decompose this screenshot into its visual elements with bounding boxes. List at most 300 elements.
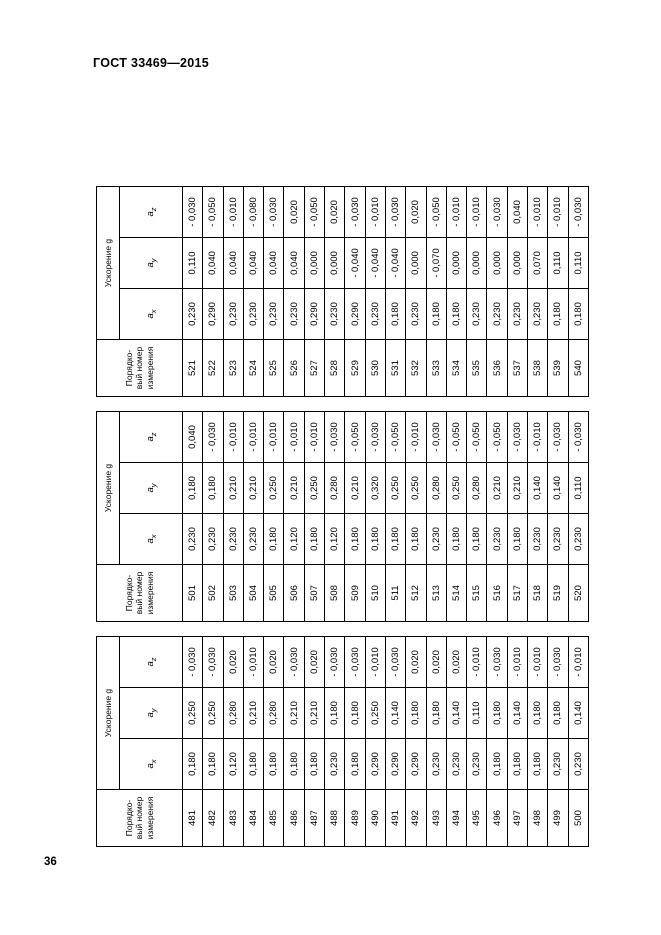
cell-ax: 0,230: [223, 514, 243, 565]
table-row: [406, 187, 426, 397]
cell-az: - 0,010: [446, 187, 466, 238]
cell-ay: 0,140: [507, 688, 527, 739]
cell-index: 486: [284, 790, 304, 847]
cell-ay: 0,250: [304, 463, 324, 514]
cell-ay: 0,110: [467, 688, 487, 739]
cell-index: 508: [325, 565, 345, 622]
cell-ax: 0,230: [264, 289, 284, 340]
cell-az: - 0,010: [243, 412, 263, 463]
cell-ax: 0,180: [446, 514, 466, 565]
cell-ay: 0,180: [203, 463, 223, 514]
cell-az: - 0,010: [406, 412, 426, 463]
cell-index: 497: [507, 790, 527, 847]
table-row: [446, 187, 466, 397]
cell-az: - 0,030: [183, 637, 203, 688]
cell-index: 511: [385, 565, 405, 622]
cell-az: - 0,030: [365, 412, 385, 463]
cell-az: - 0,010: [507, 637, 527, 688]
table-row: [365, 637, 385, 847]
cell-ay: 0,280: [223, 688, 243, 739]
cell-ax: 0,290: [406, 739, 426, 790]
cell-ay: 0,000: [406, 238, 426, 289]
cell-az: - 0,050: [385, 412, 405, 463]
cell-ax: 0,230: [467, 289, 487, 340]
table-row: [568, 187, 588, 397]
header-acceleration-group: Ускорение g: [97, 187, 120, 340]
cell-ay: 0,110: [568, 238, 588, 289]
cell-index: 505: [264, 565, 284, 622]
table-block: [96, 186, 589, 397]
cell-ax: 0,180: [507, 739, 527, 790]
cell-az: - 0,030: [203, 637, 223, 688]
cell-ax: 0,180: [203, 739, 223, 790]
cell-az: - 0,010: [223, 412, 243, 463]
cell-ay: 0,210: [304, 688, 324, 739]
cell-az: - 0,010: [365, 187, 385, 238]
table-row: [284, 637, 304, 847]
cell-index: 483: [223, 790, 243, 847]
cell-ay: 0,110: [183, 238, 203, 289]
cell-index: 494: [446, 790, 466, 847]
cell-index: 506: [284, 565, 304, 622]
cell-az: - 0,010: [568, 637, 588, 688]
cell-ax: 0,290: [203, 289, 223, 340]
measurements-table: [96, 636, 589, 847]
cell-index: 509: [345, 565, 365, 622]
cell-az: - 0,030: [548, 637, 568, 688]
cell-ax: 0,180: [243, 739, 263, 790]
cell-ax: 0,230: [223, 289, 243, 340]
table-row: [568, 637, 588, 847]
cell-az: - 0,030: [264, 187, 284, 238]
cell-az: - 0,010: [467, 637, 487, 688]
cell-index: 515: [467, 565, 487, 622]
cell-ax: 0,180: [507, 514, 527, 565]
cell-az: - 0,030: [568, 412, 588, 463]
cell-ay: 0,180: [406, 688, 426, 739]
cell-az: - 0,050: [426, 187, 446, 238]
cell-ay: - 0,040: [385, 238, 405, 289]
table-row: [223, 412, 243, 622]
cell-az: - 0,050: [304, 187, 324, 238]
table-row: [487, 637, 507, 847]
cell-index: 496: [487, 790, 507, 847]
cell-ay: 0,180: [426, 688, 446, 739]
header-index: Порядко- вый номер измерения: [97, 565, 183, 622]
cell-ay: 0,000: [304, 238, 324, 289]
table-row: [446, 637, 466, 847]
cell-ax: 0,180: [304, 514, 324, 565]
cell-az: 0,020: [426, 637, 446, 688]
cell-ax: 0,230: [507, 289, 527, 340]
cell-index: 519: [548, 565, 568, 622]
cell-index: 517: [507, 565, 527, 622]
cell-az: - 0,030: [568, 187, 588, 238]
table-row: [528, 412, 548, 622]
cell-az: - 0,030: [507, 412, 527, 463]
cell-index: 484: [243, 790, 263, 847]
cell-ax: 0,230: [467, 739, 487, 790]
cell-ax: 0,290: [345, 289, 365, 340]
cell-ax: 0,290: [304, 289, 324, 340]
cell-az: - 0,030: [426, 412, 446, 463]
cell-ay: 0,140: [568, 688, 588, 739]
cell-az: - 0,050: [467, 412, 487, 463]
cell-index: 490: [365, 790, 385, 847]
cell-index: 481: [183, 790, 203, 847]
cell-az: - 0,030: [203, 412, 223, 463]
cell-az: - 0,010: [264, 412, 284, 463]
cell-index: 526: [284, 340, 304, 397]
cell-az: 0,040: [507, 187, 527, 238]
header-axis-ay: $a_y$: [120, 688, 183, 739]
cell-ay: 0,280: [325, 463, 345, 514]
table-row: [345, 637, 365, 847]
cell-ay: 0,180: [325, 688, 345, 739]
cell-index: 512: [406, 565, 426, 622]
header-axis-az: $a_z$: [120, 187, 183, 238]
cell-ax: 0,230: [548, 739, 568, 790]
cell-ay: 0,210: [243, 688, 263, 739]
cell-ay: 0,000: [446, 238, 466, 289]
cell-index: 530: [365, 340, 385, 397]
cell-az: - 0,010: [467, 187, 487, 238]
table-row: [284, 412, 304, 622]
table-row: [568, 412, 588, 622]
table-row: [507, 637, 527, 847]
cell-az: - 0,050: [487, 412, 507, 463]
cell-ay: 0,320: [365, 463, 385, 514]
cell-ay: 0,250: [406, 463, 426, 514]
table-row: [507, 187, 527, 397]
cell-ay: 0,210: [243, 463, 263, 514]
cell-az: - 0,030: [325, 412, 345, 463]
table-row: [406, 412, 426, 622]
cell-ay: 0,280: [264, 688, 284, 739]
cell-ay: 0,040: [284, 238, 304, 289]
table-row: [467, 412, 487, 622]
cell-index: 520: [568, 565, 588, 622]
cell-index: 491: [385, 790, 405, 847]
header-axis-ax: $a_x$: [120, 739, 183, 790]
table-block: [96, 636, 589, 847]
cell-index: 540: [568, 340, 588, 397]
cell-ay: 0,040: [223, 238, 243, 289]
cell-ay: 0,250: [385, 463, 405, 514]
cell-index: 533: [426, 340, 446, 397]
header-axis-ax: $a_x$: [120, 289, 183, 340]
cell-ay: 0,000: [487, 238, 507, 289]
header-axis-ay: $a_y$: [120, 238, 183, 289]
table-row: [446, 412, 466, 622]
cell-index: 501: [183, 565, 203, 622]
cell-az: - 0,010: [304, 412, 324, 463]
cell-ax: 0,230: [487, 514, 507, 565]
cell-az: - 0,010: [243, 637, 263, 688]
cell-ax: 0,180: [568, 289, 588, 340]
cell-ax: 0,120: [325, 514, 345, 565]
cell-az: 0,040: [183, 412, 203, 463]
cell-ay: 0,140: [548, 463, 568, 514]
cell-index: 531: [385, 340, 405, 397]
table-row: [426, 637, 446, 847]
cell-ax: 0,180: [528, 739, 548, 790]
cell-index: 523: [223, 340, 243, 397]
cell-ax: 0,230: [183, 514, 203, 565]
cell-index: 514: [446, 565, 466, 622]
cell-ax: 0,230: [568, 514, 588, 565]
cell-ax: 0,180: [426, 289, 446, 340]
cell-az: - 0,010: [223, 187, 243, 238]
cell-ay: 0,040: [243, 238, 263, 289]
table-row: [203, 637, 223, 847]
cell-ay: 0,180: [345, 688, 365, 739]
cell-ax: 0,180: [284, 739, 304, 790]
cell-ay: 0,110: [548, 238, 568, 289]
cell-ay: 0,210: [507, 463, 527, 514]
cell-index: 535: [467, 340, 487, 397]
cell-ax: 0,180: [183, 739, 203, 790]
cell-az: - 0,030: [183, 187, 203, 238]
cell-az: 0,020: [446, 637, 466, 688]
cell-ay: 0,250: [446, 463, 466, 514]
cell-ax: 0,120: [284, 514, 304, 565]
table-row: [264, 187, 284, 397]
cell-index: 499: [548, 790, 568, 847]
cell-az: - 0,030: [284, 637, 304, 688]
table-row: [426, 412, 446, 622]
cell-index: 539: [548, 340, 568, 397]
cell-az: - 0,050: [203, 187, 223, 238]
cell-index: 516: [487, 565, 507, 622]
cell-ax: 0,230: [528, 289, 548, 340]
cell-az: 0,020: [264, 637, 284, 688]
cell-index: 485: [264, 790, 284, 847]
cell-index: 502: [203, 565, 223, 622]
cell-ay: 0,000: [467, 238, 487, 289]
cell-ay: 0,180: [548, 688, 568, 739]
cell-ay: 0,180: [487, 688, 507, 739]
cell-ay: 0,180: [528, 688, 548, 739]
table-row: [467, 187, 487, 397]
cell-index: 507: [304, 565, 324, 622]
cell-index: 503: [223, 565, 243, 622]
cell-ax: 0,230: [446, 739, 466, 790]
cell-az: - 0,030: [325, 637, 345, 688]
cell-ax: 0,180: [345, 514, 365, 565]
cell-ax: 0,230: [548, 514, 568, 565]
table-row: [548, 187, 568, 397]
cell-ax: 0,180: [446, 289, 466, 340]
cell-az: - 0,080: [243, 187, 263, 238]
cell-ay: 0,210: [223, 463, 243, 514]
cell-ay: 0,250: [183, 688, 203, 739]
cell-ay: 0,210: [487, 463, 507, 514]
table-row: [223, 637, 243, 847]
measurements-table: [96, 186, 589, 397]
cell-index: 527: [304, 340, 324, 397]
cell-ax: 0,120: [223, 739, 243, 790]
cell-ax: 0,180: [406, 514, 426, 565]
cell-ay: 0,210: [284, 688, 304, 739]
cell-index: 518: [528, 565, 548, 622]
cell-index: 498: [528, 790, 548, 847]
cell-ax: 0,230: [243, 514, 263, 565]
cell-index: 513: [426, 565, 446, 622]
cell-az: - 0,010: [528, 637, 548, 688]
table-row: [243, 412, 263, 622]
cell-ay: 0,210: [345, 463, 365, 514]
cell-index: 529: [345, 340, 365, 397]
cell-ay: 0,140: [446, 688, 466, 739]
cell-ay: 0,000: [507, 238, 527, 289]
table-row: [203, 412, 223, 622]
cell-az: - 0,030: [487, 187, 507, 238]
header-axis-az: $a_z$: [120, 412, 183, 463]
cell-az: - 0,030: [548, 412, 568, 463]
table-row: [507, 412, 527, 622]
table-row: [183, 412, 203, 622]
cell-index: 510: [365, 565, 385, 622]
cell-az: - 0,050: [446, 412, 466, 463]
table-row: [345, 187, 365, 397]
cell-ax: 0,230: [426, 739, 446, 790]
table-row: [487, 412, 507, 622]
table-row: [304, 412, 324, 622]
cell-ay: 0,250: [203, 688, 223, 739]
table-row: [548, 412, 568, 622]
cell-ay: 0,040: [203, 238, 223, 289]
table-row: [385, 187, 405, 397]
cell-ax: 0,230: [487, 289, 507, 340]
cell-az: - 0,010: [365, 637, 385, 688]
table-row: [426, 187, 446, 397]
cell-ay: 0,040: [264, 238, 284, 289]
cell-ax: 0,230: [284, 289, 304, 340]
cell-ax: 0,290: [365, 739, 385, 790]
header-index: Порядко- вый номер измерения: [97, 790, 183, 847]
cell-az: - 0,050: [345, 412, 365, 463]
table-row: [183, 187, 203, 397]
cell-index: 495: [467, 790, 487, 847]
cell-ax: 0,230: [183, 289, 203, 340]
table-row: [487, 187, 507, 397]
cell-index: 500: [568, 790, 588, 847]
table-row: [467, 637, 487, 847]
cell-ax: 0,230: [568, 739, 588, 790]
cell-index: 524: [243, 340, 263, 397]
measurements-table: [96, 411, 589, 622]
cell-ay: 0,250: [365, 688, 385, 739]
cell-az: - 0,030: [345, 637, 365, 688]
table-row: [223, 187, 243, 397]
page-number: 36: [44, 856, 57, 868]
header-axis-ax: $a_x$: [120, 514, 183, 565]
cell-ay: 0,000: [325, 238, 345, 289]
header-acceleration-group: Ускорение g: [97, 637, 120, 790]
cell-ax: 0,230: [325, 739, 345, 790]
table-row: [243, 637, 263, 847]
cell-ax: 0,180: [548, 289, 568, 340]
cell-ax: 0,230: [528, 514, 548, 565]
cell-ax: 0,180: [365, 514, 385, 565]
cell-ax: 0,180: [385, 514, 405, 565]
cell-az: - 0,030: [345, 187, 365, 238]
cell-ax: 0,230: [406, 289, 426, 340]
cell-ay: 0,280: [467, 463, 487, 514]
table-block: [96, 411, 589, 622]
table-row: [304, 187, 324, 397]
cell-ax: 0,180: [385, 289, 405, 340]
cell-ay: 0,250: [264, 463, 284, 514]
cell-index: 536: [487, 340, 507, 397]
table-row: [264, 637, 284, 847]
cell-az: 0,020: [223, 637, 243, 688]
header-axis-az: $a_z$: [120, 637, 183, 688]
cell-az: 0,020: [406, 637, 426, 688]
table-row: [304, 637, 324, 847]
cell-index: 537: [507, 340, 527, 397]
cell-index: 493: [426, 790, 446, 847]
cell-ax: 0,180: [264, 739, 284, 790]
cell-ay: 0,140: [528, 463, 548, 514]
table-row: [345, 412, 365, 622]
table-row: [365, 412, 385, 622]
cell-index: 487: [304, 790, 324, 847]
cell-ax: 0,180: [487, 739, 507, 790]
cell-index: 492: [406, 790, 426, 847]
header-axis-ay: $a_y$: [120, 463, 183, 514]
cell-ax: 0,230: [243, 289, 263, 340]
cell-ay: 0,140: [385, 688, 405, 739]
cell-index: 525: [264, 340, 284, 397]
cell-index: 528: [325, 340, 345, 397]
cell-index: 538: [528, 340, 548, 397]
cell-az: - 0,030: [487, 637, 507, 688]
cell-ay: 0,070: [528, 238, 548, 289]
cell-az: - 0,010: [548, 187, 568, 238]
table-row: [406, 637, 426, 847]
cell-index: 482: [203, 790, 223, 847]
table-row: [203, 187, 223, 397]
table-row: [385, 412, 405, 622]
cell-ay: 0,280: [426, 463, 446, 514]
cell-az: - 0,010: [284, 412, 304, 463]
standard-number: ГОСТ 33469—2015: [93, 56, 210, 70]
cell-az: - 0,030: [385, 187, 405, 238]
cell-ax: 0,180: [467, 514, 487, 565]
table-row: [528, 637, 548, 847]
cell-index: 488: [325, 790, 345, 847]
cell-ax: 0,230: [325, 289, 345, 340]
table-row: [365, 187, 385, 397]
cell-index: 504: [243, 565, 263, 622]
table-row: [528, 187, 548, 397]
cell-ay: - 0,070: [426, 238, 446, 289]
cell-index: 521: [183, 340, 203, 397]
cell-index: 534: [446, 340, 466, 397]
cell-az: - 0,010: [528, 187, 548, 238]
cell-ax: 0,290: [385, 739, 405, 790]
header-index: Порядко- вый номер измерения: [97, 340, 183, 397]
cell-ay: 0,110: [568, 463, 588, 514]
cell-ax: 0,230: [426, 514, 446, 565]
cell-az: 0,020: [284, 187, 304, 238]
table-row: [264, 412, 284, 622]
cell-index: 532: [406, 340, 426, 397]
cell-az: - 0,010: [528, 412, 548, 463]
table-row: [243, 187, 263, 397]
